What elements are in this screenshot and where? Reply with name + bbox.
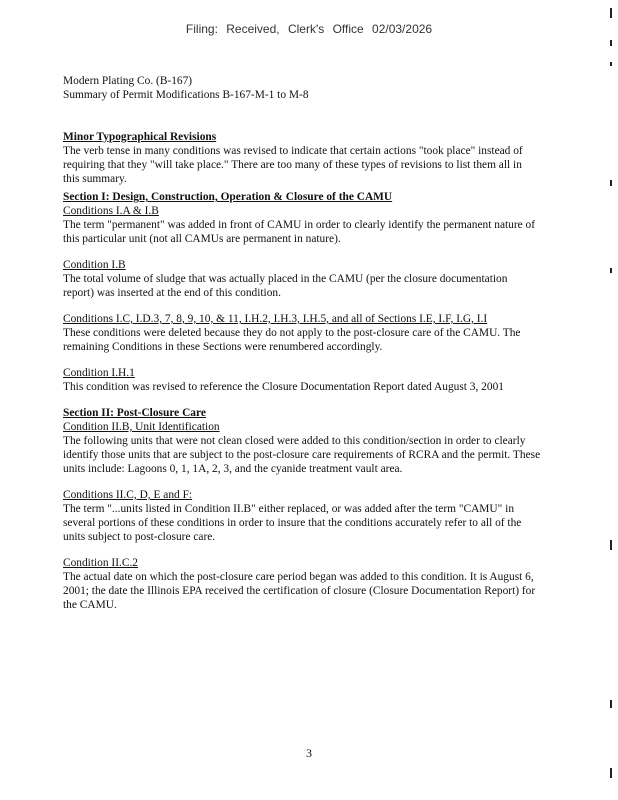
condition-label: Condition II.B, Unit Identification [63, 421, 220, 433]
page-number: 3 [306, 746, 312, 760]
condition-label: Condition II.C.2 [63, 557, 138, 569]
section-2-title: Section II: Post-Closure Care [63, 407, 206, 419]
condition-text: The total volume of sludge that was actually placed in the CAMU (per the closure documentation report) was inserted at the end of this condition. [63, 273, 508, 299]
section-1-title: Section I: Design, Construction, Operation & Closure of the CAMU [63, 191, 393, 203]
section-1-item [63, 204, 541, 246]
section-2-item [63, 488, 541, 544]
header-subtitle: Summary of Permit Modifications B-167-M-1 to M-8 [63, 89, 309, 101]
section-1-item [63, 258, 541, 300]
condition-label: Conditions I.A & I.B [63, 205, 159, 217]
section-2 [63, 406, 541, 612]
condition-text: The term "permanent" was added in front of CAMU in order to clearly identify the permanent nature of this particular unit (not all CAMUs are permanent in nature). [63, 219, 536, 245]
condition-label: Conditions I.C, I.D.3, 7, 8, 9, 10, & 11, I.H.2, I.H.3, I.H.5, and all of Sections I.E, I.F, I.G, I.I [63, 313, 488, 325]
section-2-item [63, 556, 541, 612]
section-1 [63, 190, 541, 394]
condition-text: This condition was revised to reference the Closure Documentation Report dated August 3, 2001 [63, 381, 504, 393]
intro-text: The verb tense in many conditions was revised to indicate that certain actions "took place" instead of requiring that they "will take place." There are too many of these types of revisions to list them all in this summary. [63, 145, 523, 185]
section-2-item [63, 420, 541, 476]
header-company: Modern Plating Co. (B-167) [63, 75, 193, 87]
condition-label: Condition I.B [63, 259, 126, 271]
intro-title: Minor Typographical Revisions [63, 131, 217, 143]
scan-edge-marks [610, 0, 612, 800]
condition-text: The following units that were not clean closed were added to this condition/section in order to clearly identify those units that are subject to the post-closure care requirements of RCRA and the permit. These units include: Lagoons 0, 1, 1A, 2, 3, and the cyanide treatment vault area. [63, 435, 541, 475]
condition-text: These conditions were deleted because they do not apply to the post-closure care of the CAMU. The remaining Conditions in these Sections were renumbered accordingly. [63, 327, 521, 353]
document-body [63, 74, 541, 624]
condition-text: The actual date on which the post-closure care period began was added to this condition. It is August 6, 2001; the date the Illinois EPA received the certification of closure (Closure Documentation Report) for the CAMU. [63, 571, 536, 611]
filing-stamp: Filing: Received, Clerk's Office 02/03/2026 [185, 22, 433, 36]
condition-text: The term "...units listed in Condition II.B" either replaced, or was added after the term "CAMU" in several portions of these conditions in order to insure that the conditions accurately refer to all of the units subject to post-closure care. [63, 503, 522, 543]
condition-label: Condition I.H.1 [63, 367, 135, 379]
section-1-item [63, 366, 541, 394]
condition-label: Conditions II.C, D, E and F: [63, 489, 193, 501]
document-header [63, 74, 541, 102]
intro-section [63, 130, 541, 186]
section-1-item [63, 312, 541, 354]
